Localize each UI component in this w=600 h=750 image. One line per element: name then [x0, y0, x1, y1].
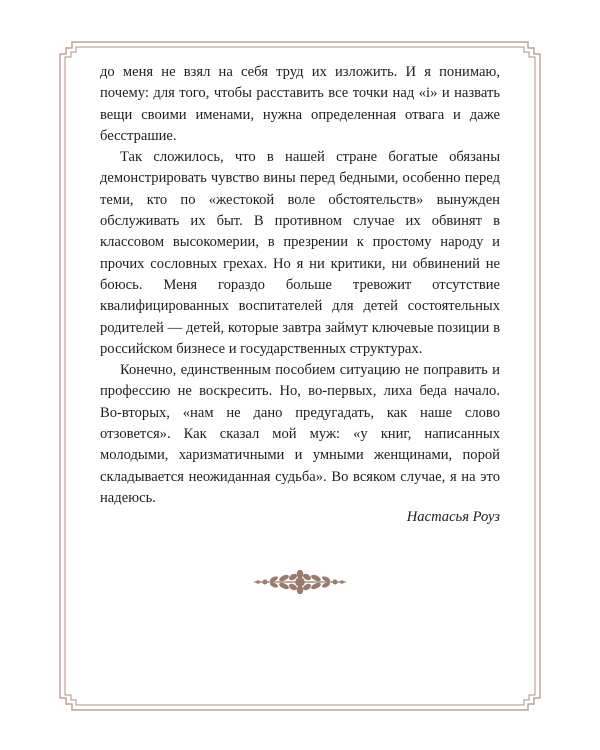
paragraph-1: до меня не взял на себя труд их изложить. И я понимаю, почему: для того, чтобы расставить все точки над «i» и назвать вещи своими именами, нужна определенная отвага и даже бесстрашие. — [100, 64, 500, 144]
body-text — [100, 62, 500, 509]
paragraph-3: Конечно, единственным пособием ситуацию не поправить и профессию не воскресить. Но, во-первых, лиха беда начало. Во-вторых, «нам не дано предугадать, как наше слово отзовется». Как сказал мой муж: «у книг, написанных молодыми, харизматичными и умными женщинами, порой складывается неожиданная судьба». Во всяком случае, я на это надеюсь. — [100, 362, 500, 506]
paragraph-2: Так сложилось, что в нашей стране богатые обязаны демонстрировать чувство вины перед бедными, особенно перед теми, кто по «жестокой воле обстоятельств» вынужден обслуживать их быт. В противном случае их обвинят в классовом высокомерии, в презрении к простому народу и прочих сословных грехах. Но я ни критики, ни обвинений не боюсь. Меня гораздо больше тревожит отсутствие квалифицированных воспитателей для детей состоятельных родителей — детей, которые завтра займут ключевые позиции в российском бизнесе и государственных структурах. — [100, 149, 500, 357]
author-signature: Настасья Роуз — [406, 509, 500, 525]
floral-ornament-icon — [250, 567, 350, 597]
